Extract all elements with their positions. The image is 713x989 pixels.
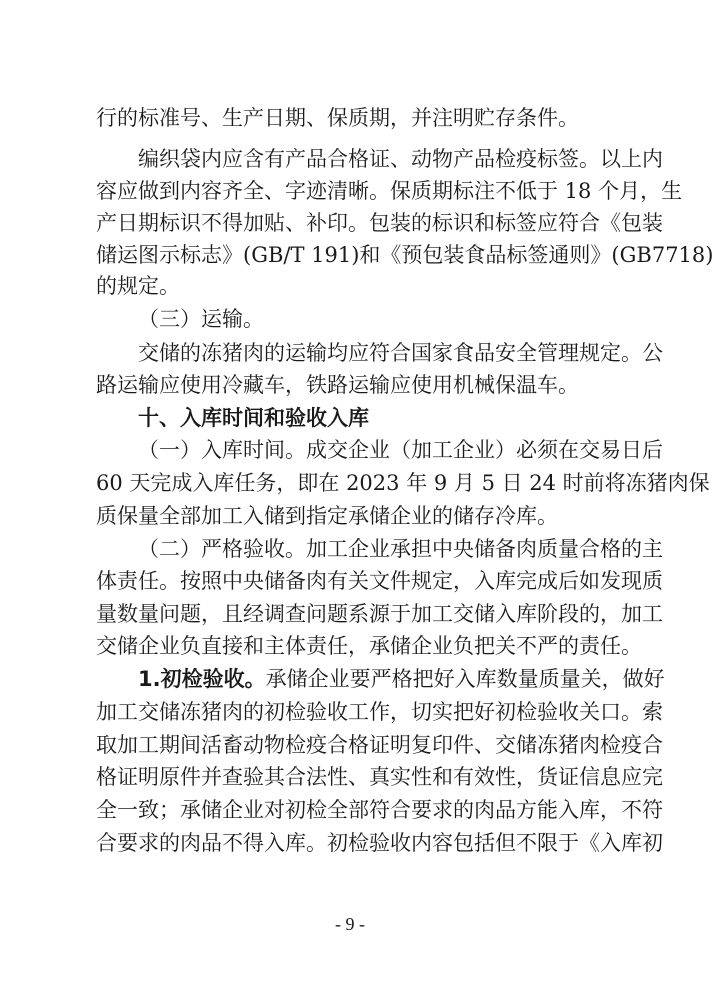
paragraph-line: 编织袋内应含有产品合格证、动物产品检疫标签。以上内 — [138, 147, 663, 171]
section-heading: 十、入库时间和验收入库 — [138, 406, 369, 430]
paragraph-line: 交储的冻猪肉的运输均应符合国家食品安全管理规定。公 — [138, 341, 663, 365]
page-number: - 9 - — [335, 914, 365, 934]
paragraph-line: 容应做到内容齐全、字迹清晰。保质期标注不低于 18 个月，生 — [96, 179, 683, 203]
paragraph-line: 加工交储冻猪肉的初检验收工作，切实把好初检验收关口。索 — [96, 700, 663, 724]
paragraph-line: 量数量问题，且经调查问题系源于加工交储入库阶段的，加工 — [96, 602, 663, 626]
section-subheading: （三）运输。 — [138, 307, 264, 331]
paragraph-line: 60 天完成入库任务，即在 2023 年 9 月 5 日 24 时前将冻猪肉保 — [96, 471, 710, 495]
paragraph-line: 质保量全部加工入储到指定承储企业的储存冷库。 — [96, 504, 558, 528]
paragraph-line: 体责任。按照中央储备肉有关文件规定，入库完成后如发现质 — [96, 569, 663, 593]
paragraph-line: 合要求的肉品不得入库。初检验收内容包括但不限于《入库初 — [96, 831, 663, 855]
paragraph-line: 格证明原件并查验其合法性、真实性和有效性，货证信息应完 — [96, 765, 663, 789]
paragraph-line: 的规定。 — [96, 274, 180, 298]
numbered-item-label: 1.初检验收。 — [138, 667, 266, 691]
paragraph-line: 全一致；承储企业对初检全部符合要求的肉品方能入库，不符 — [96, 798, 663, 822]
numbered-item — [138, 665, 665, 693]
paragraph-line: 储运图示标志》(GB/T 191)和《预包装食品标签通则》(GB7718) — [96, 243, 713, 267]
paragraph-line: （二）严格验收。加工企业承担中央储备肉质量合格的主 — [138, 537, 663, 561]
paragraph-line: 交储企业负直接和主体责任，承储企业负把关不严的责任。 — [96, 634, 642, 658]
paragraph-line: （一）入库时间。成交企业（加工企业）必须在交易日后 — [138, 438, 663, 462]
paragraph-line: 路运输应使用冷藏车，铁路运输应使用机械保温车。 — [96, 373, 579, 397]
paragraph-line: 产日期标识不得加贴、补印。包装的标识和标签应符合《包装 — [96, 211, 663, 235]
numbered-item-text: 承储企业要严格把好入库数量质量关，做好 — [265, 667, 665, 691]
paragraph-line: 行的标准号、生产日期、保质期，并注明贮存条件。 — [96, 106, 579, 130]
paragraph-line: 取加工期间活畜动物检疫合格证明复印件、交储冻猪肉检疫合 — [96, 733, 663, 757]
